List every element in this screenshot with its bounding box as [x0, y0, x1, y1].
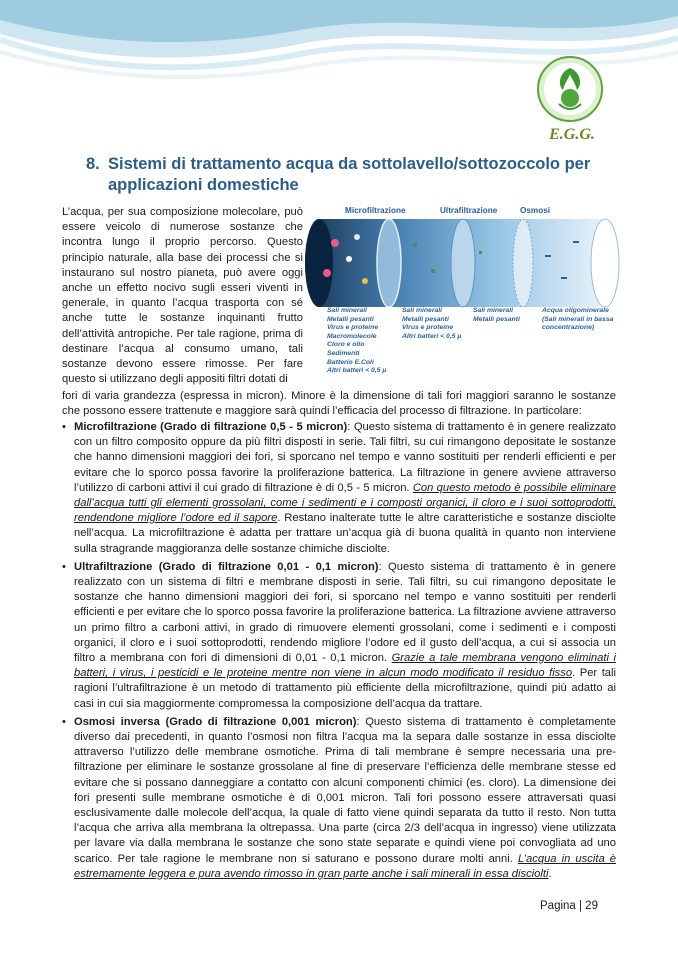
bullet-heading: Ultrafiltrazione (Grado di filtrazione 0,01 - 0,1 micron) [74, 560, 379, 573]
bullet-emphasis: Grazie a tale membrana vengono eliminati i batteri, i virus, i pesticidi e le proteine mentre non viene in alcun modo modificato il residuo fisso [74, 652, 616, 680]
list-item-osmosi-inversa [62, 715, 616, 882]
stage-label-microfiltrazione: Microfiltrazione [345, 206, 406, 215]
bullet-icon: • [62, 715, 66, 728]
col2-item: Metalli pesanti [402, 315, 449, 323]
section-number: 8. [86, 155, 100, 173]
col4-item: concentrazione) [542, 324, 595, 332]
section-title-line-1: Sistemi di trattamento acqua da sottolavello/sottozoccolo per [108, 155, 591, 173]
filtration-methods-list [62, 420, 616, 885]
col1-item: Altri batteri < 0,5 µ [327, 367, 387, 375]
col2-item: Sali minerali [402, 307, 443, 314]
diagram-column-1 [327, 307, 407, 376]
bullet-text: : Questo sistema di trattamento è completamente diverso dai precedenti, in quanto l’osmosi non filtra l’acqua ma la separa dalle sostanze in essa disciolte attraverso l’utilizzo delle membrane osmotiche. Prima di tali membrane è sempre necessaria una pre-filtrazione per eliminare le sostanze grossolane al fine di preservare l’efficienza delle membrane stesse ed evitare che si possano danneggiare a contatto con alcuni componenti chimici (es. cloro). La dimensione dei fori presenti sulle membrane osmotiche è di 0,001 micron. Tali fori possono essere attraversati quasi esclusivamente dalle molecole dell’acqua, la quale di fatto viene quindi separata da tutto il resto. Non tutta l’acqua che arriva alla membrana la oltrepassa. Una parte (circa 2/3 dell’acqua in ingresso) viene utilizzata per lavare via dalla membrana le sostanze che sono state separate e quindi viene poi convogliata ad uno scarico. Per tale ragione le membrane non si saturano e possono durare molti anni. [74, 715, 616, 865]
bullet-icon: • [62, 560, 66, 573]
col1-item: Cloro e olio [327, 341, 365, 349]
col1-item: Sali minerali [327, 307, 368, 314]
bullet-emphasis: L’acqua in uscita è estremamente leggera e pura avendo rimosso in gran parte anche i sali minerali in essa disciolti [74, 852, 616, 880]
stage-label-osmosi: Osmosi [520, 206, 551, 215]
col1-item: Batterio E.Coli [327, 358, 374, 366]
diagram-column-2 [402, 307, 477, 341]
col1-item: Virus e proteine [327, 324, 379, 332]
stage-label-ultrafiltrazione: Ultrafiltrazione [440, 206, 498, 215]
diagram-column-4 [542, 307, 624, 333]
bullet-heading: Microfiltrazione (Grado di filtrazione 0,5 - 5 micron) [74, 421, 348, 433]
intro-paragraph-left: L’acqua, per sua composizione molecolare, può essere veicolo di numerose sostanze che incontra lungo il proprio percorso. Questo principio naturale, alla base dei processi che si instaurano sul nostro pianeta, può avere oggi anche un effetto nocivo sugli esseri viventi in generale, in quanto l’acqua trasporta con sé anche tutte le sostanze inquinanti frutto dell’attività antropiche. Per tale ragione, prima di destinare l’acqua al consumo umano, tali sostanze devono essere rimosse. Per fare questo si utilizzano degli appositi filtri dotati di [62, 206, 303, 386]
bullet-heading: Osmosi inversa (Grado di filtrazione 0,001 micron) [74, 715, 357, 728]
list-item-microfiltrazione [62, 420, 616, 557]
col1-item: Metalli pesanti [327, 315, 374, 323]
list-item-ultrafiltrazione [62, 560, 616, 712]
col1-item: Sedimenti [327, 349, 360, 357]
bullet-tail: . Per tali ragioni l’ultrafiltrazione è un metodo di trattamento più efficiente della microfiltrazione, quindi più adatto ai casi in cui sia maggiormente compromessa la composizione dell’acqua da trattare. [74, 667, 616, 710]
bullet-tail: . Restano inalterate tutte le altre caratteristiche e sostanze disciolte nell’acqua. La microfiltrazione è adatta per trattare un’acqua già di buona qualità in quanto non interviene sulla stragrande maggioranza delle sostanze chimiche disciolte. [74, 512, 616, 555]
col1-item: Macromolecole [327, 332, 377, 340]
col3-item: Sali minerali [473, 307, 514, 314]
logo-text: E.G.G. [549, 126, 595, 143]
bullet-text: : Questo sistema di trattamento è in genere realizzato con un filtro composito oppure da più filtri disposti in serie. Tali filtri, su cui rimangono depositate le sostanze che hanno dimensioni maggiori dei fori, si sporcano nel tempo e vanno sostituiti per renderli efficienti e per evitare che lo sporco possa favorire la proliferazione batterica. La filtrazione in genere avviene attraverso l’utilizzo di carboni attivi il cui grado di filtrazione è di 0,5 - 5 micron. [74, 421, 616, 494]
col2-item: Altri batteri < 0,5 µ [402, 332, 462, 340]
intro-paragraph-full: fori di varia grandezza (espressa in micron). Minore è la dimensione di tali fori maggiori saranno le sostanze che possono essere trattenute e maggiore sarà quindi l’efficacia del processo di filtrazione. In particolare: [62, 390, 616, 418]
col2-item: Virus e proteine [402, 324, 454, 332]
filtration-pipe-graphic [305, 203, 625, 313]
page-number: Pagina | 29 [540, 900, 598, 912]
bullet-text: : Questo sistema di trattamento è in genere realizzato con un sistema di filtri e membrane disposti in serie. Tali filtri, su cui rimangono depositate le sostanze che hanno dimensioni maggiori dei fori, si sporcano nel tempo e vanno sostituiti per renderli efficienti e per evitare che lo sporco possa favorire la proliferazione batterica. La filtrazione avviene attraverso un primo filtro a carboni attivi, in grado di rimuovere elementi grossolani, come i sedimenti e i composti organici, il cloro e i suoi sottoprodotti, rendendo migliore l’odore ed il gusto dell’acqua, a cui si associa un filtro a membrana con fori di dimensioni di 0,01 - 0,1 micron. [74, 560, 616, 665]
section-title-line-2: applicazioni domestiche [108, 176, 299, 194]
col4-item: (Sali minerali in bassa [542, 315, 614, 323]
diagram-column-3 [473, 307, 537, 324]
bullet-icon: • [62, 421, 66, 433]
col4-item: Acqua oligominerale [542, 307, 609, 314]
col3-item: Metalli pesanti [473, 315, 520, 323]
filtration-diagram [305, 203, 625, 388]
bullet-emphasis: Con questo metodo è possibile eliminare dall’acqua tutti gli elementi grossolani, come i sedimenti e i composti organici, il cloro e i suoi sottoprodotti, rendendone migliore l’odore ed il sapore [74, 481, 616, 525]
bullet-tail: . [548, 867, 552, 880]
